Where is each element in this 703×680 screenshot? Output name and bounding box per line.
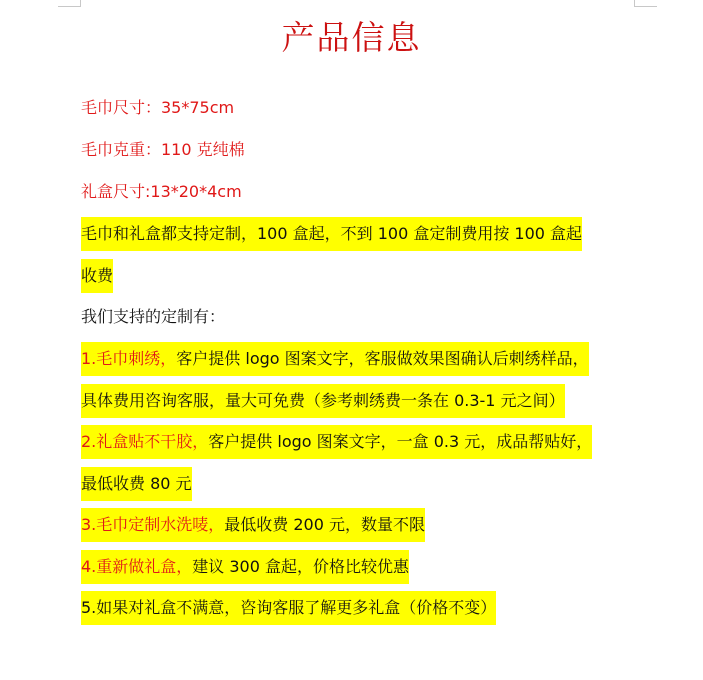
option-5-line: [81, 591, 496, 625]
option-4-line: [81, 550, 409, 584]
highlight: [81, 425, 592, 459]
page-corner-mark-right: [634, 0, 657, 7]
option-2-text: 客户提供 logo 图案文字，一盒 0.3 元，成品帮贴好，: [208, 432, 593, 451]
highlight: 5.如果对礼盒不满意，咨询客服了解更多礼盒（价格不变）: [81, 591, 496, 625]
option-1-title: 1.毛巾刺绣，: [81, 349, 177, 368]
option-3-text: 最低收费 200 元，数量不限: [224, 515, 425, 534]
options-heading: 我们支持的定制有：: [81, 307, 226, 326]
gift-box-size-line: 礼盒尺寸:13*20*4cm: [81, 182, 242, 201]
towel-weight-line: 毛巾克重：110 克纯棉: [81, 140, 245, 159]
option-1-line-2: [81, 384, 565, 418]
option-1-text: 客户提供 logo 图案文字，客服做效果图确认后刺绣样品，: [176, 349, 589, 368]
highlight: 毛巾和礼盒都支持定制，100 盒起，不到 100 盒定制费用按 100 盒起: [81, 217, 582, 251]
option-4-text: 建议 300 盒起，价格比较优惠: [192, 557, 409, 576]
option-4-title: 4.重新做礼盒，: [81, 557, 193, 576]
highlight: 收费: [81, 259, 113, 293]
option-2-line-2: [81, 467, 192, 501]
towel-size-line: 毛巾尺寸：35*75cm: [81, 98, 235, 117]
highlight: [81, 508, 425, 542]
customization-note-line-1: [81, 217, 582, 251]
option-1-line-1: [81, 342, 589, 376]
highlight: 最低收费 80 元: [81, 467, 192, 501]
highlight: [81, 550, 409, 584]
customization-note-line-2: [81, 259, 113, 293]
option-3-line: [81, 508, 425, 542]
highlight: [81, 342, 589, 376]
page-corner-mark-left: [58, 0, 81, 7]
option-3-title: 3.毛巾定制水洗唛，: [81, 515, 225, 534]
document-title: 产品信息: [281, 18, 422, 57]
option-2-title: 2.礼盒贴不干胶，: [81, 432, 209, 451]
option-2-line-1: [81, 425, 592, 459]
highlight: 具体费用咨询客服，量大可免费（参考刺绣费一条在 0.3-1 元之间）: [81, 384, 565, 418]
